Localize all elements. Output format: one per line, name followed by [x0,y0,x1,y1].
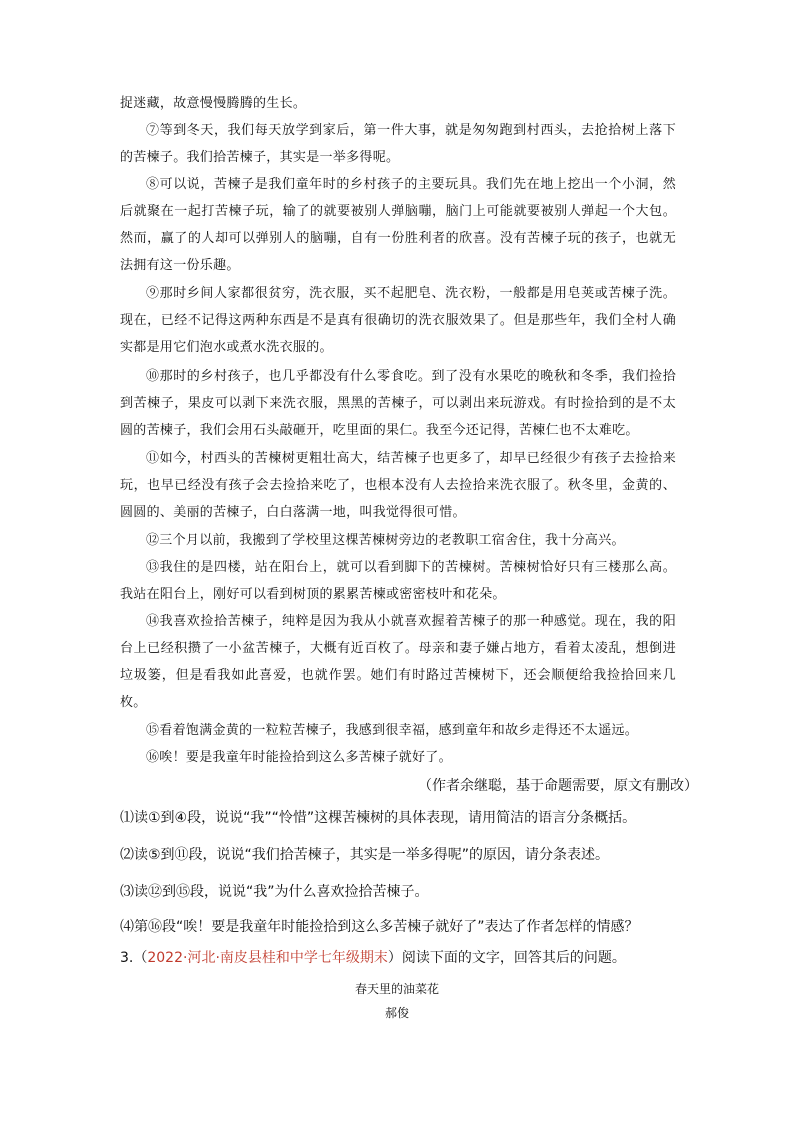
paragraph-16: ⑯唉！要是我童年时能捡拾到这么多苦楝子就好了。 [146,750,452,765]
paragraph-8: ⑧可以说，苦楝子是我们童年时的乡村孩子的主要玩具。我们先在地上挖出一个小洞，然后就聚在一起打苦楝子玩，输了的就要被别人弹脑嘣，脑门上可能就要被别人弹起一个大包。然而，赢了的人却可以弹别人的脑嘣，自有一份胜利者的欣喜。没有苦楝子玩的孩子，也就无法拥有这一份乐趣。 [120,177,676,273]
exercise-source: 2022·河北·南皮县桂和中学七年级期末 [147,950,388,966]
exercise-number: 3.（ [120,950,148,966]
paragraph-13: ⑬我住的是四楼，站在阳台上，就可以看到脚下的苦楝树。苦楝树恰好只有三楼那么高。我站在阳台上，刚好可以看到树顶的累累苦楝或密密枝叶和花朵。 [120,560,676,602]
question-3: ⑶读⑫到⑮段，说说“我”为什么喜欢捡拾苦楝子。 [120,884,429,900]
exercise-instruction: ）阅读下面的文字，回答其后的问题。 [387,950,626,966]
paragraph-12: ⑫三个月以前，我搬到了学校里这棵苦楝树旁边的老教职工宿舍住，我十分高兴。 [146,533,625,548]
paragraph-7: ⑦等到冬天，我们每天放学到家后，第一件大事，就是匆匆跑到村西头，去抢拾树上落下的苦楝子。我们拾苦楝子，其实是一举多得呢。 [120,123,676,165]
question-2: ⑵读⑤到⑪段，说说“我们拾苦楝子，其实是一举多得呢”的原因，请分条表述。 [120,847,610,863]
next-article-title: 春天里的油菜花 [354,982,439,996]
paragraph-10: ⑩那时的乡村孩子，也几乎都没有什么零食吃。到了没有水果吃的晚秋和冬季，我们捡拾到苦楝子，果皮可以剥下来洗衣服，黑黑的苦楝子，可以剥出来玩游戏。有时捡拾到的是不太圆的苦楝子，我们会用石头敲砸开，吃里面的果仁。我至今还记得，苦楝仁也不太难吃。 [120,369,676,438]
paragraph-14: ⑭我喜欢捡拾苦楝子，纯粹是因为我从小就喜欢握着苦楝子的那一种感觉。现在，我的阳台上已经积攒了一小盆苦楝子，大概有近百枚了。母亲和妻子嫌占地方，看着太凌乱，想倒进垃圾篓，但是看我如此喜爱，也就作罢。她们有时路过苦楝树下，还会顺便给我捡拾回来几枚。 [120,614,676,710]
paragraph-11: ⑪如今，村西头的苦楝树更粗壮高大，结苦楝子也更多了，却早已经很少有孩子去捡拾来玩，也早已经没有孩子会去捡拾来吃了，也根本没有人去捡拾来洗衣服了。秋冬里，金黄的、圆圆的、美丽的苦楝子，白白落满一地，叫我觉得很可惜。 [120,451,676,520]
paragraph-continued: 捉迷藏，故意慢慢腾腾的生长。 [120,96,307,111]
question-1: ⑴读①到④段，说说“我”“怜惜”这棵苦楝树的具体表现，请用简洁的语言分条概括。 [120,810,637,826]
exercise-3-heading [120,946,700,970]
paragraph-9: ⑨那时乡间人家都很贫穷，洗衣服，买不起肥皂、洗衣粉，一般都是用皂荚或苦楝子洗。现在，已经不记得这两种东西是不是真有很确切的洗衣服效果了。但是那些年，我们全村人确实都是用它们泡水或煮水洗衣服的。 [120,286,676,355]
question-4: ⑷第⑯段“唉！要是我童年时能捡拾到这么多苦楝子就好了”表达了作者怎样的情感？ [120,919,639,935]
next-article-author: 郝俊 [384,1006,409,1020]
author-source-note: （作者余继聪，基于命题需要，原文有删改） [418,778,698,794]
paragraph-15: ⑮看着饱满金黄的一粒粒苦楝子，我感到很幸福，感到童年和故乡走得还不太遥远。 [146,723,639,738]
